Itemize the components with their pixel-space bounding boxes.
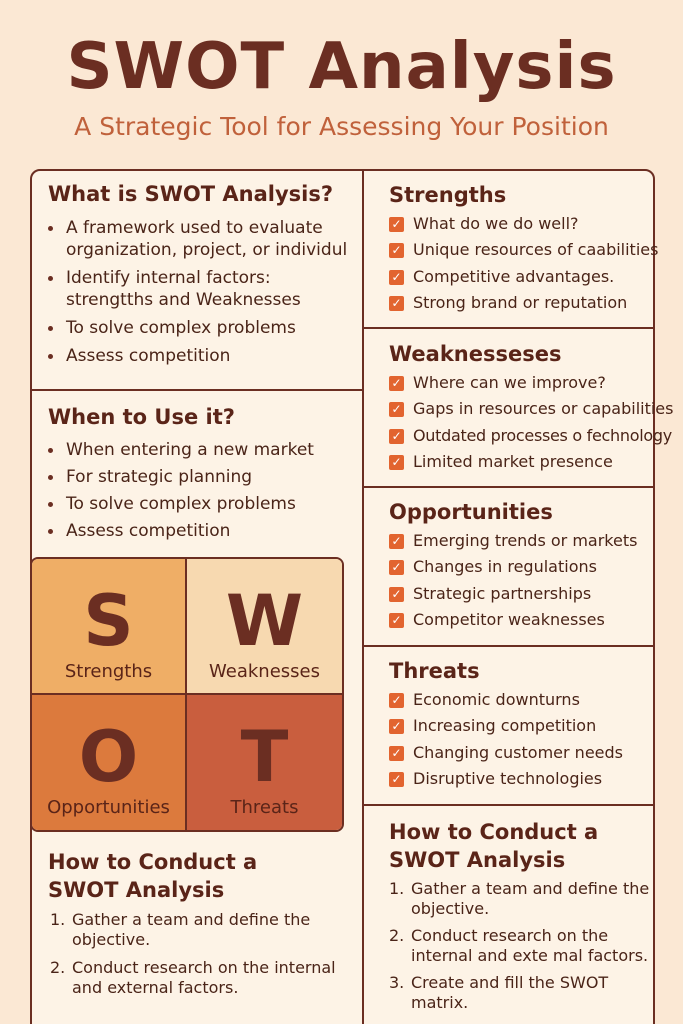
checkbox-check-icon: ✓ (389, 587, 404, 602)
what-list (48, 217, 353, 367)
list-item (389, 581, 637, 607)
left-how-heading (48, 848, 257, 904)
item-text: Competitor weaknesses (413, 610, 605, 630)
list-item (389, 554, 637, 580)
left-how-heading-line1: How to Conduct a (48, 850, 258, 874)
checkbox-check-icon: ✓ (389, 296, 404, 311)
list-item: To solve complex problems (48, 493, 353, 515)
checkbox-check-icon: ✓ (389, 429, 404, 444)
item-text: Outdated processes o fechnology (413, 425, 672, 445)
right-divider-2 (362, 486, 655, 488)
item-text: Limited market presence (413, 452, 613, 472)
checkbox-check-icon: ✓ (389, 693, 404, 708)
item-text: Economic downturns (413, 690, 580, 709)
checkbox-check-icon: ✓ (389, 243, 404, 258)
list-item (389, 528, 637, 554)
opportunities-quadrant (32, 695, 187, 831)
right-how-heading-line2: SWOT Analysis (389, 848, 566, 872)
step-text: Gather a team and define the objective. (72, 910, 311, 949)
item-text: Competitive advantages. (413, 266, 615, 286)
left-how-steps (50, 910, 350, 998)
step-item (389, 926, 651, 966)
step-item (389, 973, 651, 1013)
item-text: Strong brand or reputation (413, 293, 628, 313)
checkbox-check-icon: ✓ (389, 560, 404, 575)
threats-list (389, 687, 623, 793)
opportunities-heading: Opportunities (389, 500, 553, 524)
right-divider-4 (362, 804, 655, 806)
checkbox-check-icon: ✓ (389, 613, 404, 628)
checkbox-check-icon: ✓ (389, 270, 404, 285)
checkbox-check-icon: ✓ (389, 746, 404, 761)
list-item (389, 740, 623, 766)
what-heading: What is SWOT Analysis? (48, 182, 334, 206)
item-text: Where can we improve? (413, 373, 606, 392)
list-item: A framework used to evaluate organization, project, or individul (48, 217, 353, 261)
step-text: Gather a team and define the objective. (411, 879, 650, 918)
when-heading: When to Use it? (48, 405, 235, 429)
list-item (389, 713, 623, 739)
strengths-label: Strengths (64, 661, 153, 682)
list-item (389, 607, 637, 633)
list-item (389, 423, 673, 449)
threats-heading: Threats (389, 659, 480, 683)
item-text: Gaps in resources or capabilities (413, 399, 674, 419)
right-divider-3 (362, 645, 655, 647)
strengths-quadrant (32, 559, 187, 695)
item-text: Strategic partnerships (413, 583, 592, 603)
strengths-heading: Strengths (389, 183, 507, 207)
list-item: When entering a new market (48, 439, 353, 461)
step-number: 2. (50, 958, 66, 977)
step-item (50, 910, 350, 950)
step-number: 2. (389, 926, 405, 945)
list-item (389, 211, 658, 237)
step-item (50, 958, 350, 998)
page-title: SWOT Analysis (66, 30, 617, 104)
step-text: Create and fill the SWOT matrix. (411, 973, 609, 1012)
list-item (389, 290, 658, 316)
list-item (389, 687, 623, 713)
right-divider-1 (362, 327, 655, 329)
list-item (389, 766, 623, 792)
weaknesses-list (389, 370, 673, 476)
step-item (389, 879, 651, 919)
checkbox-check-icon: ✓ (389, 402, 404, 417)
checkbox-check-icon: ✓ (389, 772, 404, 787)
when-list (48, 439, 353, 542)
checkbox-check-icon: ✓ (389, 534, 404, 549)
checkbox-check-icon: ✓ (389, 455, 404, 470)
list-item: Assess competition (48, 345, 353, 367)
strengths-list (389, 211, 658, 317)
item-text: Disruptive technologies (413, 769, 603, 789)
step-number: 1. (389, 879, 405, 898)
item-text: Changes in regulations (413, 557, 597, 577)
opportunities-list (389, 528, 637, 634)
opportunities-label: Opportunities (47, 796, 170, 818)
weaknesses-label: Weaknesses (209, 661, 320, 682)
list-item (389, 264, 658, 290)
list-item: To solve complex problems (48, 317, 353, 339)
list-item: Identify internal factors: strengtths and Weaknesses (48, 267, 353, 311)
weaknesses-heading: Weaknesseses (389, 342, 562, 366)
left-how-heading-line2: SWOT Analysis (48, 878, 225, 902)
list-item: Assess competition (48, 520, 353, 542)
item-text: Changing customer needs (413, 742, 623, 762)
opportunities-letter: O (78, 715, 139, 798)
list-item (389, 449, 673, 475)
column-divider (362, 169, 364, 1024)
weaknesses-quadrant (187, 559, 342, 695)
list-item (389, 237, 658, 263)
list-item (389, 396, 673, 422)
page-subtitle: A Strategic Tool for Assessing Your Position (74, 112, 609, 141)
weaknesses-letter: W (225, 580, 304, 662)
item-text: Unique resources of caabilities (413, 240, 659, 260)
swot-matrix (30, 557, 344, 832)
step-text: Conduct research on the internal and external factors. (72, 958, 336, 997)
threats-label: Threats (230, 796, 299, 818)
list-item: For strategic planning (48, 466, 353, 488)
right-how-steps (389, 879, 651, 1013)
threats-letter: T (240, 715, 289, 798)
threats-quadrant (187, 695, 342, 831)
checkbox-check-icon: ✓ (389, 376, 404, 391)
strengths-letter: S (83, 580, 134, 662)
item-text: Increasing competition (413, 716, 597, 736)
step-text: Conduct research on the internal and exte mal factors. (411, 926, 649, 965)
right-how-heading (389, 818, 598, 874)
step-number: 1. (50, 910, 66, 929)
item-text: What do we do well? (413, 214, 579, 233)
item-text: Emerging trends or markets (413, 531, 638, 550)
checkbox-check-icon: ✓ (389, 719, 404, 734)
left-divider-1 (30, 389, 362, 391)
right-how-heading-line1: How to Conduct a (389, 820, 599, 844)
step-number: 3. (389, 973, 405, 992)
checkbox-check-icon: ✓ (389, 217, 404, 232)
list-item (389, 370, 673, 396)
